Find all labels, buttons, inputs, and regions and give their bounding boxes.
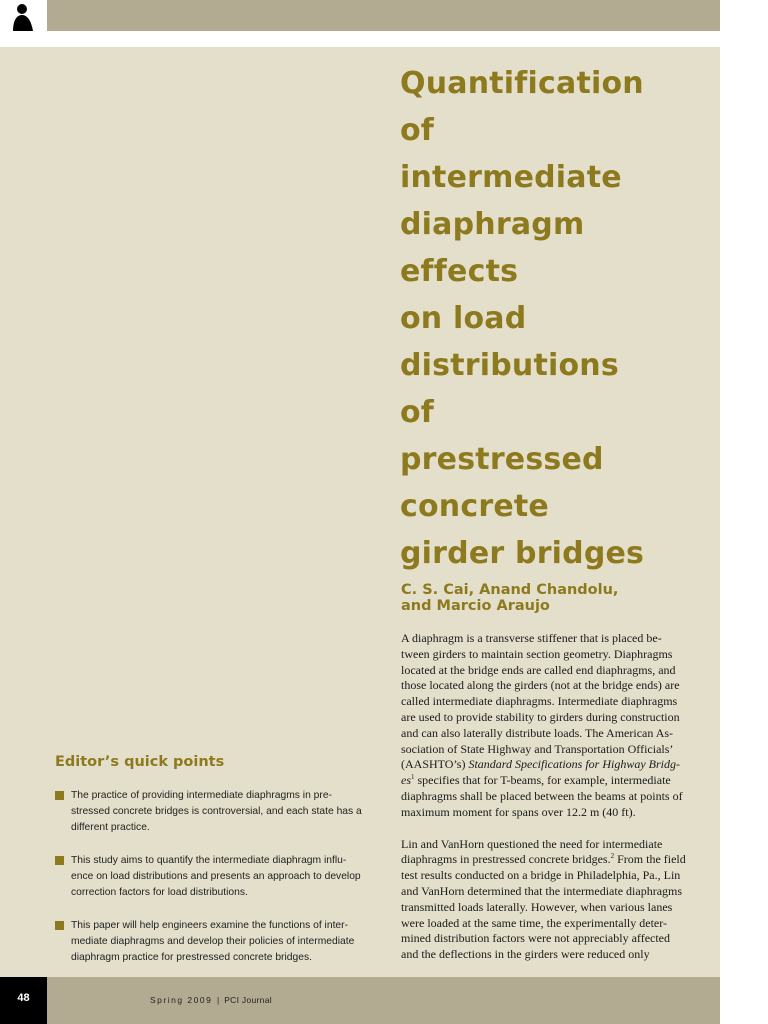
body-line: and can also laterally distribute loads. The American As- <box>401 725 674 740</box>
body-line: and VanHorn determined that the intermediate diaphragms <box>401 883 683 898</box>
title-line: concrete <box>400 489 549 524</box>
quick-point-line: mediate diaphragms and develop their policies of intermediate <box>71 936 355 947</box>
quick-point-text <box>71 788 375 836</box>
body-line: are used to provide stability to girders during construction <box>401 709 680 724</box>
title-line: prestressed <box>400 442 604 477</box>
title-line: girder bridges <box>400 536 645 571</box>
editor-quick-points-heading: Editor’s quick points <box>55 754 225 770</box>
body-line: diaphragms shall be placed between the beams at points of <box>401 788 683 803</box>
quick-point-line: ence on load distributions and presents an approach to develop <box>71 871 361 882</box>
body-line <box>401 852 715 868</box>
list-item <box>55 788 375 836</box>
list-item <box>55 853 375 901</box>
body-text-run: From the field <box>614 852 686 867</box>
quick-point-line: diaphragm practice for prestressed concrete bridges. <box>71 952 312 963</box>
article-title <box>400 60 718 577</box>
body-line <box>401 757 715 773</box>
citation-title: es <box>401 773 411 788</box>
square-bullet-icon <box>55 791 64 800</box>
square-bullet-icon <box>55 856 64 865</box>
body-line: and the deflections in the girders were reduced only <box>401 947 650 962</box>
citation-title: Standard Specifications for Highway Bridg- <box>468 757 680 772</box>
body-line: transmitted loads laterally. However, when various lanes <box>401 899 673 914</box>
list-item <box>55 918 375 966</box>
body-line: Lin and VanHorn questioned the need for intermediate <box>401 836 663 851</box>
quick-point-text <box>71 918 375 966</box>
title-line: diaphragm <box>400 207 585 242</box>
title-line: effects <box>400 254 519 289</box>
quick-point-line: This study aims to quantify the intermediate diaphragm influ- <box>71 855 347 866</box>
quick-point-line: different practice. <box>71 822 150 833</box>
quick-point-line: correction factors for load distributions. <box>71 887 248 898</box>
running-footer <box>150 995 272 1005</box>
authors-line: C. S. Cai, Anand Chandolu, <box>401 582 619 598</box>
header-bar <box>47 0 720 31</box>
title-line: on load <box>400 301 527 336</box>
body-line: test results conducted on a bridge in Philadelphia, Pa., Lin <box>401 868 681 883</box>
body-line: tween girders to maintain section geometry. Diaphragms <box>401 646 673 661</box>
body-text-run: specifies that for T-beams, for example, intermediate <box>414 773 671 788</box>
title-line: intermediate <box>400 160 622 195</box>
quick-point-line: The practice of providing intermediate diaphragms in pre- <box>71 790 332 801</box>
title-line: distributions <box>400 348 619 383</box>
quick-point-line: This paper will help engineers examine the functions of inter- <box>71 920 349 931</box>
reference-marker: 1 <box>411 773 415 782</box>
person-silhouette-icon <box>0 0 47 31</box>
footer-bar <box>47 977 720 1024</box>
body-line: maximum moment for spans over 12.2 m (40 ft). <box>401 804 636 819</box>
body-text-run: diaphragms in prestressed concrete bridges. <box>401 852 611 867</box>
journal-name: PCI Journal <box>224 995 272 1005</box>
square-bullet-icon <box>55 921 64 930</box>
body-text-run: (AASHTO’s) <box>401 757 469 772</box>
body-line: mined distribution factors were not appreciably affected <box>401 931 671 946</box>
corner-logo-box <box>0 0 47 31</box>
body-line: sociation of State Highway and Transportation Officials’ <box>401 741 674 756</box>
title-line: of <box>400 395 435 430</box>
quick-point-text <box>71 853 375 901</box>
body-line: called intermediate diaphragms. Intermediate diaphragms <box>401 694 678 709</box>
body-line <box>401 773 715 789</box>
footer-separator: | <box>217 995 220 1005</box>
paragraph-gap <box>401 821 715 837</box>
issue-season: Spring 2009 <box>150 995 213 1005</box>
article-body <box>401 631 715 963</box>
title-line: of <box>400 113 435 148</box>
reference-marker: 2 <box>610 852 615 861</box>
right-margin <box>720 0 768 1024</box>
body-line: those located along the girders (not at the bridge ends) are <box>401 678 680 693</box>
body-line: located at the bridge ends are called end diaphragms, and <box>401 662 676 677</box>
editor-quick-points <box>55 788 375 983</box>
article-authors <box>401 582 719 614</box>
authors-line: and Marcio Araujo <box>401 598 550 614</box>
page-number: 48 <box>17 992 30 1004</box>
body-line: A diaphragm is a transverse stiffener that is placed be- <box>401 631 662 645</box>
body-line: were loaded at the same time, the experimentally deter- <box>401 915 667 930</box>
quick-point-line: stressed concrete bridges is controversial, and each state has a <box>71 806 362 817</box>
title-line: Quantification <box>400 66 644 101</box>
